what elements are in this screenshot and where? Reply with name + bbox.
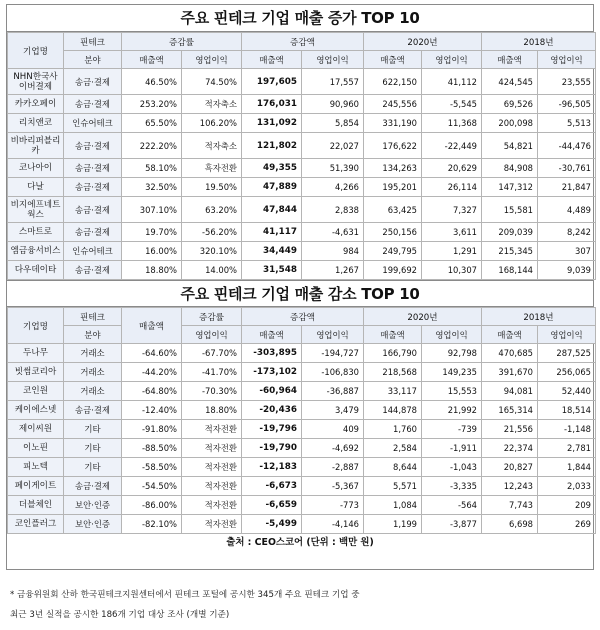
- amount-sales: -12,183: [242, 458, 302, 477]
- sales-2020: 176,622: [364, 133, 422, 159]
- header-fintech: 핀테크: [64, 308, 122, 326]
- top-table-title: 주요 핀테크 기업 매출 증가 TOP 10: [7, 5, 593, 32]
- sales-2020: 331,190: [364, 114, 422, 133]
- profit-2018: 2,781: [538, 439, 596, 458]
- table-row: [8, 363, 596, 382]
- table-row: [8, 439, 596, 458]
- profit-2018: 2,033: [538, 477, 596, 496]
- sales-2020: 63,425: [364, 197, 422, 223]
- top-decrease-table: [7, 307, 596, 534]
- header-sales-single: 매출액: [122, 308, 182, 344]
- header-rate: 증감률: [182, 308, 242, 326]
- rate-sales: -64.80%: [122, 382, 182, 401]
- sales-2018: 69,526: [482, 95, 538, 114]
- amount-sales: -173,102: [242, 363, 302, 382]
- sales-2018: 12,243: [482, 477, 538, 496]
- amount-profit: -2,887: [302, 458, 364, 477]
- profit-2020: -3,877: [422, 515, 482, 534]
- header-rate-profit: 영업이익: [182, 51, 242, 69]
- bottom-table-title: 주요 핀테크 기업 매출 감소 TOP 10: [7, 280, 593, 307]
- header-2020-sales: 매출액: [364, 51, 422, 69]
- report-frame: [6, 4, 594, 570]
- header-company: 기업명: [8, 33, 64, 69]
- profit-2018: 52,440: [538, 382, 596, 401]
- profit-2018: 21,847: [538, 178, 596, 197]
- profit-2020: 1,291: [422, 242, 482, 261]
- header-fintech: 핀테크: [64, 33, 122, 51]
- header-2020-sales: 매출액: [364, 326, 422, 344]
- table-row: [8, 197, 596, 223]
- profit-2018: 269: [538, 515, 596, 534]
- table-row: [8, 69, 596, 95]
- amount-sales: -20,436: [242, 401, 302, 420]
- profit-2020: 15,553: [422, 382, 482, 401]
- fintech-field: 송금·결제: [64, 261, 122, 280]
- table-row: [8, 133, 596, 159]
- company-name: 비지에프네트웍스: [8, 197, 64, 223]
- amount-profit: -4,146: [302, 515, 364, 534]
- rate-profit: 320.10%: [182, 242, 242, 261]
- amount-sales: 197,605: [242, 69, 302, 95]
- sales-2020: 33,117: [364, 382, 422, 401]
- rate-sales: 16.00%: [122, 242, 182, 261]
- rate-profit: 적자축소: [182, 95, 242, 114]
- sales-2020: 144,878: [364, 401, 422, 420]
- fintech-field: 거래소: [64, 363, 122, 382]
- company-name: 다날: [8, 178, 64, 197]
- amount-profit: -4,631: [302, 223, 364, 242]
- amount-sales: 47,844: [242, 197, 302, 223]
- amount-profit: 51,390: [302, 159, 364, 178]
- profit-2020: 21,992: [422, 401, 482, 420]
- footnote-line-1: * 금융위원회 산하 한국핀테크지원센터에서 핀테크 포털에 공시한 345개 주요 핀테크 기업 중: [10, 590, 360, 600]
- sales-2018: 165,314: [482, 401, 538, 420]
- sales-2018: 168,144: [482, 261, 538, 280]
- rate-profit: -70.30%: [182, 382, 242, 401]
- sales-2018: 147,312: [482, 178, 538, 197]
- header-amount-sales: 매출액: [242, 51, 302, 69]
- amount-sales: -19,796: [242, 420, 302, 439]
- fintech-field: 송금·결제: [64, 159, 122, 178]
- profit-2020: 3,611: [422, 223, 482, 242]
- sales-2020: 166,790: [364, 344, 422, 363]
- company-name: 스마트로: [8, 223, 64, 242]
- amount-sales: -6,659: [242, 496, 302, 515]
- sales-2020: 8,644: [364, 458, 422, 477]
- header-amount-sales: 매출액: [242, 326, 302, 344]
- profit-2020: 7,327: [422, 197, 482, 223]
- rate-profit: 14.00%: [182, 261, 242, 280]
- rate-profit: -56.20%: [182, 223, 242, 242]
- rate-sales: -88.50%: [122, 439, 182, 458]
- table-row: [8, 178, 596, 197]
- profit-2018: 8,242: [538, 223, 596, 242]
- profit-2018: 1,844: [538, 458, 596, 477]
- sales-2020: 134,263: [364, 159, 422, 178]
- sales-2020: 195,201: [364, 178, 422, 197]
- sales-2020: 199,692: [364, 261, 422, 280]
- fintech-field: 송금·결제: [64, 477, 122, 496]
- amount-profit: 90,960: [302, 95, 364, 114]
- profit-2018: 209: [538, 496, 596, 515]
- sales-2018: 20,827: [482, 458, 538, 477]
- profit-2018: 4,489: [538, 197, 596, 223]
- profit-2020: -739: [422, 420, 482, 439]
- rate-sales: 253.20%: [122, 95, 182, 114]
- company-name: 빗썸코리아: [8, 363, 64, 382]
- fintech-field: 송금·결제: [64, 401, 122, 420]
- company-name: 엠금융서비스: [8, 242, 64, 261]
- sales-2020: 250,156: [364, 223, 422, 242]
- rate-sales: -12.40%: [122, 401, 182, 420]
- sales-2018: 84,908: [482, 159, 538, 178]
- table-row: [8, 382, 596, 401]
- profit-2018: -30,761: [538, 159, 596, 178]
- amount-sales: 176,031: [242, 95, 302, 114]
- header-2020-profit: 영업이익: [422, 326, 482, 344]
- table-row: [8, 515, 596, 534]
- amount-profit: 5,854: [302, 114, 364, 133]
- amount-profit: -5,367: [302, 477, 364, 496]
- sales-2018: 424,545: [482, 69, 538, 95]
- fintech-field: 송금·결제: [64, 95, 122, 114]
- profit-2020: -1,911: [422, 439, 482, 458]
- header-rate-profit: 영업이익: [182, 326, 242, 344]
- header-field: 분야: [64, 326, 122, 344]
- amount-sales: -6,673: [242, 477, 302, 496]
- rate-sales: 65.50%: [122, 114, 182, 133]
- table-row: [8, 344, 596, 363]
- top-increase-table: [7, 32, 596, 280]
- amount-sales: 34,449: [242, 242, 302, 261]
- header-2018-sales: 매출액: [482, 326, 538, 344]
- sales-2018: 209,039: [482, 223, 538, 242]
- rate-sales: -91.80%: [122, 420, 182, 439]
- company-name: NHN한국사이버결제: [8, 69, 64, 95]
- header-amount: 증감액: [242, 33, 364, 51]
- sales-2018: 6,698: [482, 515, 538, 534]
- sales-2020: 1,084: [364, 496, 422, 515]
- fintech-field: 기타: [64, 439, 122, 458]
- profit-2020: -22,449: [422, 133, 482, 159]
- sales-2018: 94,081: [482, 382, 538, 401]
- header-2018-sales: 매출액: [482, 51, 538, 69]
- amount-profit: 2,838: [302, 197, 364, 223]
- header-2020: 2020년: [364, 308, 482, 326]
- rate-profit: 적자전환: [182, 439, 242, 458]
- fintech-field: 송금·결제: [64, 133, 122, 159]
- header-amount: 증감액: [242, 308, 364, 326]
- rate-profit: -41.70%: [182, 363, 242, 382]
- header-rate: 증감률: [122, 33, 242, 51]
- header-amount-profit: 영업이익: [302, 51, 364, 69]
- company-name: 코인원: [8, 382, 64, 401]
- rate-profit: 적자전환: [182, 496, 242, 515]
- amount-sales: -303,895: [242, 344, 302, 363]
- header-2018: 2018년: [482, 308, 596, 326]
- sales-2018: 391,670: [482, 363, 538, 382]
- fintech-field: 송금·결제: [64, 69, 122, 95]
- profit-2018: -96,505: [538, 95, 596, 114]
- sales-2020: 1,199: [364, 515, 422, 534]
- amount-sales: 49,355: [242, 159, 302, 178]
- rate-profit: 적자전환: [182, 477, 242, 496]
- sales-2018: 215,345: [482, 242, 538, 261]
- amount-profit: -194,727: [302, 344, 364, 363]
- rate-sales: -86.00%: [122, 496, 182, 515]
- rate-sales: 18.80%: [122, 261, 182, 280]
- rate-sales: -58.50%: [122, 458, 182, 477]
- amount-profit: -773: [302, 496, 364, 515]
- table-row: [8, 95, 596, 114]
- table-row: [8, 477, 596, 496]
- profit-2018: 5,513: [538, 114, 596, 133]
- company-name: 더블체인: [8, 496, 64, 515]
- profit-2018: 9,039: [538, 261, 596, 280]
- rate-sales: 32.50%: [122, 178, 182, 197]
- table-row: [8, 223, 596, 242]
- amount-sales: 41,117: [242, 223, 302, 242]
- company-name: 이노핀: [8, 439, 64, 458]
- fintech-field: 인슈어테크: [64, 114, 122, 133]
- table-row: [8, 261, 596, 280]
- profit-2018: 287,525: [538, 344, 596, 363]
- fintech-field: 송금·결제: [64, 223, 122, 242]
- rate-profit: 적자전환: [182, 420, 242, 439]
- fintech-field: 거래소: [64, 344, 122, 363]
- sales-2018: 470,685: [482, 344, 538, 363]
- profit-2018: 18,514: [538, 401, 596, 420]
- header-2018-profit: 영업이익: [538, 326, 596, 344]
- fintech-field: 기타: [64, 458, 122, 477]
- footnote-line-2: 최근 3년 실적을 공시한 186개 기업 대상 조사 (개별 기준): [10, 610, 230, 620]
- company-name: 케이에스넷: [8, 401, 64, 420]
- rate-profit: 74.50%: [182, 69, 242, 95]
- rate-profit: 적자전환: [182, 515, 242, 534]
- profit-2020: 10,307: [422, 261, 482, 280]
- fintech-field: 기타: [64, 420, 122, 439]
- amount-profit: -36,887: [302, 382, 364, 401]
- amount-sales: -60,964: [242, 382, 302, 401]
- rate-profit: 63.20%: [182, 197, 242, 223]
- rate-profit: 19.50%: [182, 178, 242, 197]
- sales-2018: 15,581: [482, 197, 538, 223]
- header-field: 분야: [64, 51, 122, 69]
- amount-profit: 984: [302, 242, 364, 261]
- company-name: 코인플러그: [8, 515, 64, 534]
- rate-profit: 적자전환: [182, 458, 242, 477]
- amount-profit: 409: [302, 420, 364, 439]
- profit-2020: -5,545: [422, 95, 482, 114]
- fintech-field: 보안·인증: [64, 515, 122, 534]
- profit-2020: 26,114: [422, 178, 482, 197]
- company-name: 코나아이: [8, 159, 64, 178]
- table-row: [8, 242, 596, 261]
- amount-profit: -106,830: [302, 363, 364, 382]
- rate-profit: -67.70%: [182, 344, 242, 363]
- rate-profit: 18.80%: [182, 401, 242, 420]
- profit-2018: 307: [538, 242, 596, 261]
- fintech-field: 거래소: [64, 382, 122, 401]
- rate-sales: 19.70%: [122, 223, 182, 242]
- table-row: [8, 458, 596, 477]
- amount-sales: 47,889: [242, 178, 302, 197]
- company-name: 리치앤코: [8, 114, 64, 133]
- rate-profit: 106.20%: [182, 114, 242, 133]
- header-2018-profit: 영업이익: [538, 51, 596, 69]
- table-row: [8, 420, 596, 439]
- amount-sales: 131,092: [242, 114, 302, 133]
- sales-2018: 21,556: [482, 420, 538, 439]
- sales-2020: 218,568: [364, 363, 422, 382]
- sales-2020: 622,150: [364, 69, 422, 95]
- amount-sales: 121,802: [242, 133, 302, 159]
- amount-sales: -19,790: [242, 439, 302, 458]
- header-company: 기업명: [8, 308, 64, 344]
- table-row: [8, 401, 596, 420]
- amount-profit: 1,267: [302, 261, 364, 280]
- company-name: 제이씨원: [8, 420, 64, 439]
- rate-sales: 222.20%: [122, 133, 182, 159]
- table-row: [8, 496, 596, 515]
- rate-sales: 307.10%: [122, 197, 182, 223]
- sales-2018: 22,374: [482, 439, 538, 458]
- profit-2020: -564: [422, 496, 482, 515]
- profit-2020: 20,629: [422, 159, 482, 178]
- amount-profit: 4,266: [302, 178, 364, 197]
- company-name: 페이게이트: [8, 477, 64, 496]
- profit-2020: 41,112: [422, 69, 482, 95]
- header-rate-sales: 매출액: [122, 51, 182, 69]
- sales-2018: 7,743: [482, 496, 538, 515]
- rate-sales: 58.10%: [122, 159, 182, 178]
- company-name: 다우데이타: [8, 261, 64, 280]
- header-2018: 2018년: [482, 33, 596, 51]
- profit-2020: 92,798: [422, 344, 482, 363]
- profit-2018: 256,065: [538, 363, 596, 382]
- rate-sales: 46.50%: [122, 69, 182, 95]
- sales-2018: 200,098: [482, 114, 538, 133]
- sales-2018: 54,821: [482, 133, 538, 159]
- rate-sales: -44.20%: [122, 363, 182, 382]
- amount-profit: -4,692: [302, 439, 364, 458]
- header-2020: 2020년: [364, 33, 482, 51]
- amount-profit: 22,027: [302, 133, 364, 159]
- sales-2020: 5,571: [364, 477, 422, 496]
- sales-2020: 249,795: [364, 242, 422, 261]
- amount-sales: -5,499: [242, 515, 302, 534]
- company-name: 비바리퍼블리카: [8, 133, 64, 159]
- rate-sales: -64.60%: [122, 344, 182, 363]
- rate-profit: 흑자전환: [182, 159, 242, 178]
- source-caption: 출처 : CEO스코어 (단위 : 백만 원): [226, 537, 374, 548]
- rate-profit: 적자축소: [182, 133, 242, 159]
- amount-profit: 3,479: [302, 401, 364, 420]
- amount-profit: 17,557: [302, 69, 364, 95]
- sales-2020: 1,760: [364, 420, 422, 439]
- amount-sales: 31,548: [242, 261, 302, 280]
- profit-2020: 149,235: [422, 363, 482, 382]
- header-2020-profit: 영업이익: [422, 51, 482, 69]
- profit-2018: 23,555: [538, 69, 596, 95]
- profit-2018: -44,476: [538, 133, 596, 159]
- profit-2020: 11,368: [422, 114, 482, 133]
- header-amount-profit: 영업이익: [302, 326, 364, 344]
- company-name: 두나무: [8, 344, 64, 363]
- rate-sales: -54.50%: [122, 477, 182, 496]
- profit-2018: -1,148: [538, 420, 596, 439]
- profit-2020: -1,043: [422, 458, 482, 477]
- fintech-field: 인슈어테크: [64, 242, 122, 261]
- fintech-field: 보안·인증: [64, 496, 122, 515]
- company-name: 피노텍: [8, 458, 64, 477]
- sales-2020: 245,556: [364, 95, 422, 114]
- fintech-field: 송금·결제: [64, 197, 122, 223]
- rate-sales: -82.10%: [122, 515, 182, 534]
- sales-2020: 2,584: [364, 439, 422, 458]
- fintech-field: 송금·결제: [64, 178, 122, 197]
- company-name: 카카오페이: [8, 95, 64, 114]
- table-row: [8, 114, 596, 133]
- profit-2020: -3,335: [422, 477, 482, 496]
- table-row: [8, 159, 596, 178]
